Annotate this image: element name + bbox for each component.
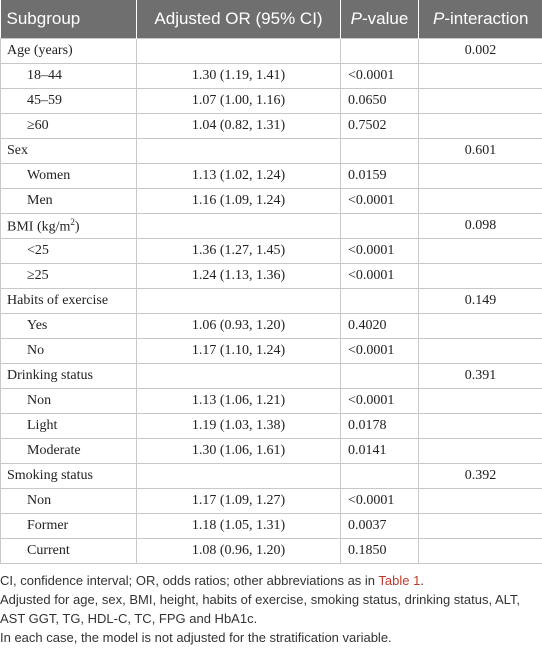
cell-p-interaction: 0.149 [419, 289, 542, 314]
table-group-row [1, 289, 542, 314]
table-row [1, 164, 542, 189]
cell-subgroup: 45–59 [1, 89, 137, 114]
cell-adjusted-or [137, 39, 341, 64]
cell-subgroup: Smoking status [1, 464, 137, 489]
cell-p-value: 0.0650 [341, 89, 419, 114]
footnote-stratification: In each case, the model is not adjusted for the stratification variable. [0, 630, 392, 645]
cell-p-interaction [419, 314, 542, 339]
cell-p-value [341, 39, 419, 64]
table-row [1, 314, 542, 339]
cell-adjusted-or [137, 214, 341, 239]
cell-adjusted-or: 1.19 (1.03, 1.38) [137, 414, 341, 439]
cell-p-value [341, 464, 419, 489]
cell-adjusted-or: 1.17 (1.09, 1.27) [137, 489, 341, 514]
cell-p-interaction [419, 389, 542, 414]
cell-p-value [341, 364, 419, 389]
cell-subgroup: Drinking status [1, 364, 137, 389]
cell-p-value: <0.0001 [341, 264, 419, 289]
table-group-row [1, 139, 542, 164]
cell-p-value: <0.0001 [341, 64, 419, 89]
cell-p-value: 0.0159 [341, 164, 419, 189]
cell-subgroup: BMI $(kg/m^2)$ [1, 214, 137, 239]
cell-p-interaction: 0.098 [419, 214, 542, 239]
cell-p-value: 0.0141 [341, 439, 419, 464]
cell-adjusted-or [137, 364, 341, 389]
cell-subgroup: ≥25 [1, 264, 137, 289]
cell-subgroup: Non [1, 389, 137, 414]
cell-adjusted-or: 1.16 (1.09, 1.24) [137, 189, 341, 214]
cell-p-interaction [419, 239, 542, 264]
table-group-row [1, 39, 542, 64]
cell-subgroup: Age (years) [1, 39, 137, 64]
cell-p-value: <0.0001 [341, 389, 419, 414]
cell-adjusted-or: 1.07 (1.00, 1.16) [137, 89, 341, 114]
cell-p-interaction [419, 539, 542, 564]
header-p-value: P-value [341, 0, 419, 39]
table-row [1, 64, 542, 89]
cell-adjusted-or: 1.17 (1.10, 1.24) [137, 339, 341, 364]
cell-p-value: <0.0001 [341, 189, 419, 214]
table-footnotes [0, 571, 542, 647]
cell-p-interaction [419, 264, 542, 289]
cell-adjusted-or: 1.13 (1.06, 1.21) [137, 389, 341, 414]
cell-adjusted-or: 1.08 (0.96, 1.20) [137, 539, 341, 564]
footnote-abbreviations: CI, confidence interval; OR, odds ratios; other abbreviations as in Table 1. [0, 573, 424, 588]
cell-adjusted-or: 1.04 (0.82, 1.31) [137, 114, 341, 139]
table-row [1, 489, 542, 514]
cell-subgroup: Former [1, 514, 137, 539]
table-body [1, 39, 542, 564]
cell-p-interaction: 0.392 [419, 464, 542, 489]
cell-adjusted-or: 1.06 (0.93, 1.20) [137, 314, 341, 339]
cell-adjusted-or: 1.36 (1.27, 1.45) [137, 239, 341, 264]
footnote-adjustment: Adjusted for age, sex, BMI, height, habits of exercise, smoking status, drinking status, ALT, AST GGT, TG, HDL-C, TC, FPG and HbA1c. [0, 592, 521, 626]
cell-p-interaction [419, 339, 542, 364]
cell-adjusted-or [137, 464, 341, 489]
table-group-row [1, 364, 542, 389]
cell-adjusted-or: 1.30 (1.06, 1.61) [137, 439, 341, 464]
cell-p-interaction: 0.391 [419, 364, 542, 389]
cell-adjusted-or [137, 289, 341, 314]
cell-subgroup: Light [1, 414, 137, 439]
cell-adjusted-or: 1.13 (1.02, 1.24) [137, 164, 341, 189]
table-row [1, 389, 542, 414]
table-row [1, 414, 542, 439]
cell-p-interaction [419, 89, 542, 114]
table-header-row [1, 0, 542, 39]
cell-p-value [341, 139, 419, 164]
cell-subgroup: Moderate [1, 439, 137, 464]
cell-adjusted-or: 1.18 (1.05, 1.31) [137, 514, 341, 539]
cell-subgroup: Sex [1, 139, 137, 164]
cell-p-value: <0.0001 [341, 489, 419, 514]
table-row [1, 89, 542, 114]
cell-p-interaction [419, 514, 542, 539]
table-group-row [1, 464, 542, 489]
header-p-interaction: P-interaction [419, 0, 542, 39]
table-row [1, 539, 542, 564]
cell-subgroup: Yes [1, 314, 137, 339]
cell-p-interaction: 0.002 [419, 39, 542, 64]
table-row [1, 439, 542, 464]
cell-p-value: <0.0001 [341, 239, 419, 264]
cell-p-value [341, 214, 419, 239]
cell-subgroup: ≥60 [1, 114, 137, 139]
cell-adjusted-or: 1.24 (1.13, 1.36) [137, 264, 341, 289]
cell-p-value: 0.1850 [341, 539, 419, 564]
cell-subgroup: No [1, 339, 137, 364]
table-row [1, 239, 542, 264]
cell-p-value [341, 289, 419, 314]
header-adjusted-or: Adjusted OR (95% CI) [137, 0, 341, 39]
cell-p-value: <0.0001 [341, 339, 419, 364]
table-row [1, 114, 542, 139]
table-group-row [1, 214, 542, 239]
cell-adjusted-or [137, 139, 341, 164]
cell-subgroup: Non [1, 489, 137, 514]
cell-p-interaction [419, 489, 542, 514]
cell-subgroup: Current [1, 539, 137, 564]
header-subgroup: Subgroup [1, 0, 137, 39]
table-row [1, 514, 542, 539]
table-1-link[interactable]: Table 1 [378, 573, 421, 588]
cell-p-interaction [419, 189, 542, 214]
cell-p-interaction [419, 414, 542, 439]
cell-p-value: 0.7502 [341, 114, 419, 139]
cell-subgroup: 18–44 [1, 64, 137, 89]
cell-p-interaction [419, 114, 542, 139]
cell-p-interaction [419, 64, 542, 89]
cell-subgroup: <25 [1, 239, 137, 264]
cell-p-value: 0.4020 [341, 314, 419, 339]
cell-adjusted-or: 1.30 (1.19, 1.41) [137, 64, 341, 89]
table-row [1, 264, 542, 289]
table-row [1, 339, 542, 364]
cell-p-interaction [419, 439, 542, 464]
cell-p-value: 0.0178 [341, 414, 419, 439]
cell-subgroup: Habits of exercise [1, 289, 137, 314]
cell-p-interaction: 0.601 [419, 139, 542, 164]
cell-p-value: 0.0037 [341, 514, 419, 539]
cell-p-interaction [419, 164, 542, 189]
cell-subgroup: Women [1, 164, 137, 189]
table-row [1, 189, 542, 214]
cell-subgroup: Men [1, 189, 137, 214]
